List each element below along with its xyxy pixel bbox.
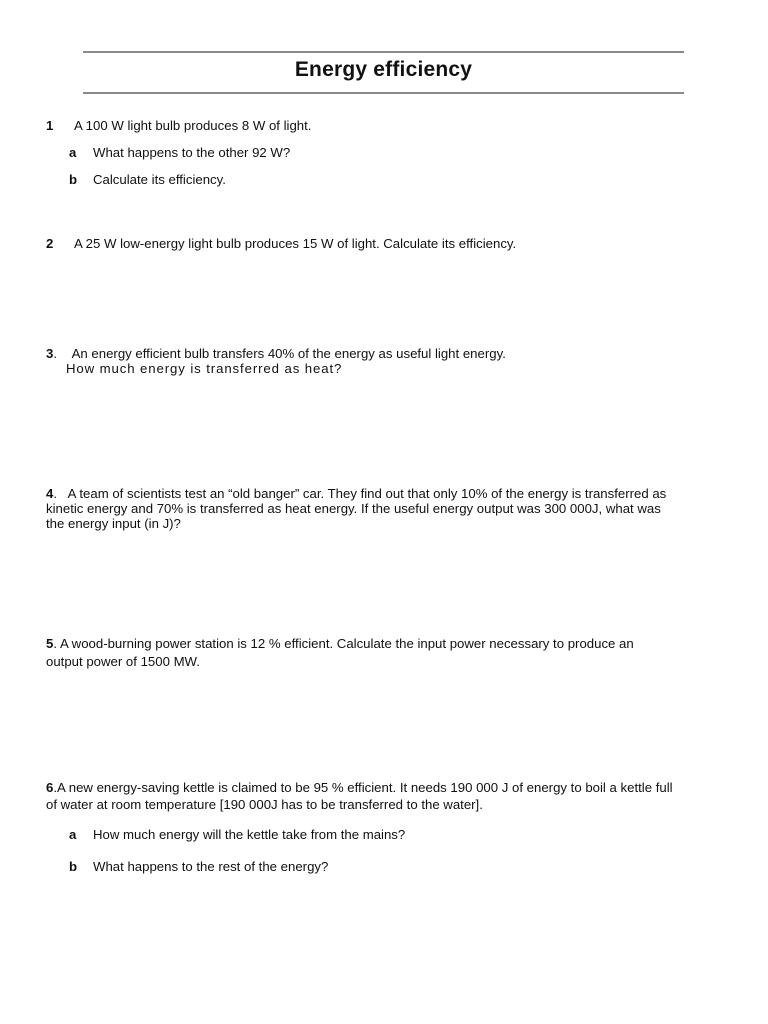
question-text: A 25 W low-energy light bulb produces 15 W of light. Calculate its efficiency. [73, 236, 517, 251]
question-text: An energy efficient bulb transfers 40% of the energy as useful light energy. [71, 346, 506, 361]
part-text: What happens to the rest of the energy? [93, 859, 329, 874]
question-number: 2 [46, 236, 54, 251]
question-separator: . [53, 636, 58, 651]
part-text: Calculate its efficiency. [93, 172, 226, 187]
question-separator: . [53, 346, 58, 361]
question-5 [46, 635, 634, 652]
question-text-line-2: of water at room temperature [190 000J has to be transferred to the water]. [46, 797, 483, 812]
part-text: How much energy will the kettle take from the mains? [93, 827, 406, 842]
part-label: b [69, 172, 78, 187]
question-1 [46, 117, 311, 134]
question-6 [46, 779, 673, 796]
question-number: 1 [46, 118, 54, 133]
question-number: 6 [46, 780, 54, 795]
question-text: A 100 W light bulb produces 8 W of light. [73, 118, 312, 133]
question-separator: . [53, 486, 58, 501]
question-text-line-1: A team of scientists test an “old banger” car. They find out that only 10% of the energy is transferred as [67, 486, 667, 501]
part-label: a [69, 827, 77, 842]
question-number: 4 [46, 486, 54, 501]
question-2 [46, 235, 516, 252]
question-number: 3 [46, 346, 54, 361]
question-text-line-2: kinetic energy and 70% is transferred as heat energy. If the useful energy output was 300 000J, what was [46, 501, 661, 516]
part-label: a [69, 145, 77, 160]
question-text-line-1: A new energy-saving kettle is claimed to be 95 % efficient. It needs 190 000 J of energy to boil a kettle full [57, 780, 673, 795]
part-text: What happens to the other 92 W? [93, 145, 291, 160]
page-title: Energy efficiency [294, 58, 473, 81]
question-text-line-2: How much energy is transferred as heat? [66, 361, 343, 376]
header-top-rule [83, 51, 684, 53]
part-label: b [69, 859, 78, 874]
question-separator: . [53, 780, 58, 795]
question-text-line-3: the energy input (in J)? [46, 516, 181, 531]
question-number: 5 [46, 636, 54, 651]
question-text-line-1: A wood-burning power station is 12 % efficient. Calculate the input power necessary to produce an [59, 636, 634, 651]
question-text-line-2: output power of 1500 MW. [46, 654, 200, 669]
header-bottom-rule [83, 92, 684, 94]
